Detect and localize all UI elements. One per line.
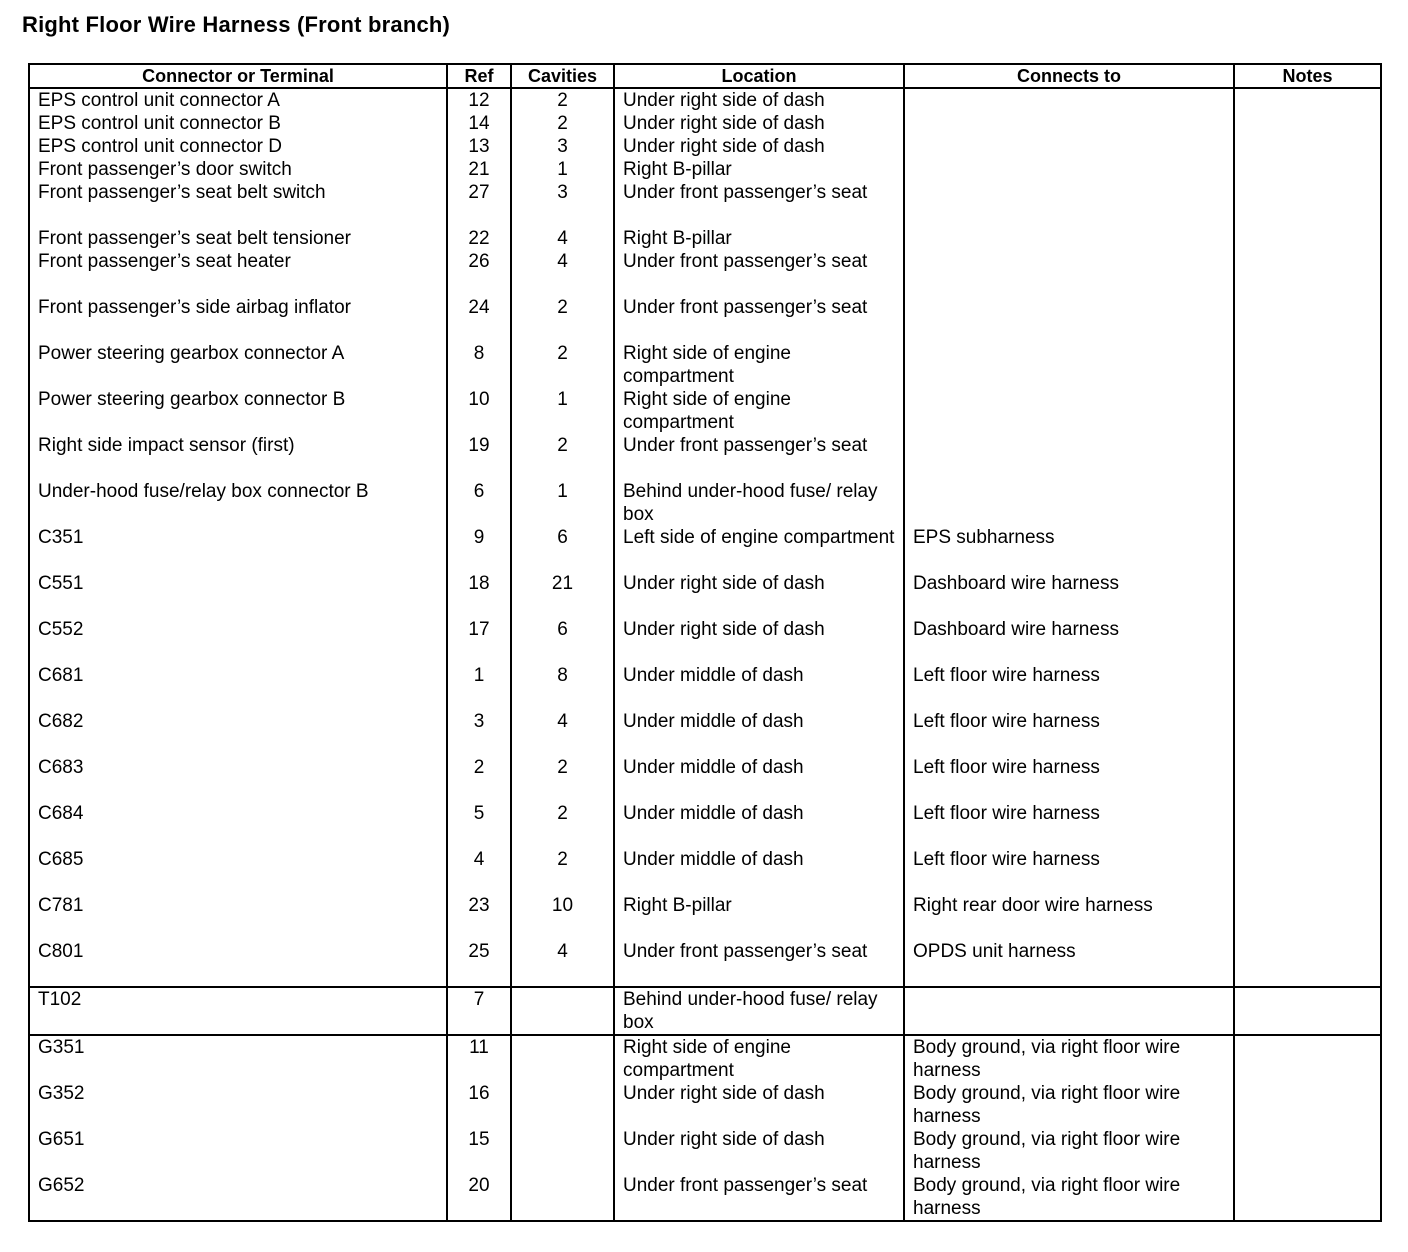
cell-location: Under front passenger’s seat [614, 1174, 904, 1221]
table-header-row [29, 64, 1381, 88]
cell-connects-to [904, 88, 1234, 112]
table-row [29, 710, 1381, 756]
cell-notes [1234, 1035, 1381, 1082]
table-row [29, 227, 1381, 250]
cell-notes [1234, 572, 1381, 618]
cell-connector: C801 [29, 940, 447, 987]
table-row [29, 158, 1381, 181]
cell-cavities: 2 [511, 756, 614, 802]
table-row [29, 1035, 1381, 1082]
cell-notes [1234, 88, 1381, 112]
cell-connects-to: Body ground, via right floor wire harness [904, 1174, 1234, 1221]
cell-location: Under front passenger’s seat [614, 434, 904, 480]
cell-cavities: 21 [511, 572, 614, 618]
cell-ref: 25 [447, 940, 511, 987]
cell-cavities: 10 [511, 894, 614, 940]
cell-notes [1234, 480, 1381, 526]
cell-connector: Front passenger’s door switch [29, 158, 447, 181]
cell-connects-to: Left floor wire harness [904, 848, 1234, 894]
cell-cavities: 4 [511, 250, 614, 296]
table-row [29, 526, 1381, 572]
cell-cavities: 1 [511, 158, 614, 181]
cell-connector: Front passenger’s seat belt switch [29, 181, 447, 227]
cell-ref: 24 [447, 296, 511, 342]
header-connector: Connector or Terminal [29, 64, 447, 88]
cell-connects-to [904, 181, 1234, 227]
cell-cavities: 8 [511, 664, 614, 710]
table-row [29, 135, 1381, 158]
cell-connector: T102 [29, 987, 447, 1035]
cell-connects-to [904, 987, 1234, 1035]
cell-connector: EPS control unit connector B [29, 112, 447, 135]
cell-ref: 4 [447, 848, 511, 894]
cell-cavities: 6 [511, 526, 614, 572]
table-row [29, 618, 1381, 664]
cell-connects-to: Left floor wire harness [904, 664, 1234, 710]
cell-cavities: 3 [511, 135, 614, 158]
cell-connector: G352 [29, 1082, 447, 1128]
cell-cavities: 2 [511, 112, 614, 135]
cell-notes [1234, 227, 1381, 250]
cell-connector: C683 [29, 756, 447, 802]
cell-ref: 17 [447, 618, 511, 664]
cell-ref: 14 [447, 112, 511, 135]
cell-cavities [511, 987, 614, 1035]
cell-notes [1234, 756, 1381, 802]
cell-cavities: 2 [511, 434, 614, 480]
table-row [29, 802, 1381, 848]
cell-notes [1234, 388, 1381, 434]
cell-connector: C351 [29, 526, 447, 572]
cell-cavities [511, 1082, 614, 1128]
cell-connector: C552 [29, 618, 447, 664]
cell-location: Right side of engine compartment [614, 1035, 904, 1082]
cell-ref: 26 [447, 250, 511, 296]
cell-connects-to [904, 480, 1234, 526]
cell-cavities [511, 1174, 614, 1221]
cell-location: Under right side of dash [614, 572, 904, 618]
cell-notes [1234, 296, 1381, 342]
cell-ref: 6 [447, 480, 511, 526]
cell-cavities: 1 [511, 480, 614, 526]
cell-location: Under right side of dash [614, 618, 904, 664]
header-notes: Notes [1234, 64, 1381, 88]
cell-location: Under middle of dash [614, 664, 904, 710]
cell-location: Behind under-hood fuse/ relay box [614, 987, 904, 1035]
cell-connects-to [904, 296, 1234, 342]
cell-notes [1234, 158, 1381, 181]
cell-connects-to: Left floor wire harness [904, 756, 1234, 802]
cell-cavities: 1 [511, 388, 614, 434]
page-title: Right Floor Wire Harness (Front branch) [22, 12, 451, 37]
cell-connector: C685 [29, 848, 447, 894]
header-ref: Ref [447, 64, 511, 88]
cell-location: Under middle of dash [614, 710, 904, 756]
cell-ref: 12 [447, 88, 511, 112]
cell-connects-to: Body ground, via right floor wire harness [904, 1082, 1234, 1128]
cell-connects-to [904, 135, 1234, 158]
cell-connector: G651 [29, 1128, 447, 1174]
cell-notes [1234, 710, 1381, 756]
table-row [29, 756, 1381, 802]
cell-connector: Right side impact sensor (first) [29, 434, 447, 480]
cell-connects-to: Body ground, via right floor wire harness [904, 1128, 1234, 1174]
cell-ref: 9 [447, 526, 511, 572]
cell-location: Right side of engine compartment [614, 388, 904, 434]
cell-connector: C682 [29, 710, 447, 756]
cell-connects-to [904, 112, 1234, 135]
cell-location: Under middle of dash [614, 802, 904, 848]
cell-notes [1234, 664, 1381, 710]
cell-cavities: 2 [511, 802, 614, 848]
cell-location: Under middle of dash [614, 848, 904, 894]
table-row [29, 181, 1381, 227]
cell-location: Under right side of dash [614, 1082, 904, 1128]
cell-connects-to [904, 250, 1234, 296]
cell-connector: C681 [29, 664, 447, 710]
table-row [29, 112, 1381, 135]
table-row [29, 987, 1381, 1035]
cell-cavities [511, 1128, 614, 1174]
cell-notes [1234, 1174, 1381, 1221]
harness-table [28, 63, 1382, 1222]
cell-notes [1234, 135, 1381, 158]
cell-connector: C684 [29, 802, 447, 848]
table-row [29, 664, 1381, 710]
cell-location: Right B-pillar [614, 894, 904, 940]
cell-connector: Under-hood fuse/relay box connector B [29, 480, 447, 526]
cell-connector: Front passenger’s side airbag inflator [29, 296, 447, 342]
cell-location: Under front passenger’s seat [614, 250, 904, 296]
cell-connects-to: Right rear door wire harness [904, 894, 1234, 940]
cell-notes [1234, 894, 1381, 940]
cell-cavities: 2 [511, 88, 614, 112]
header-location: Location [614, 64, 904, 88]
cell-connects-to [904, 158, 1234, 181]
cell-notes [1234, 987, 1381, 1035]
cell-connector: C551 [29, 572, 447, 618]
cell-connector: EPS control unit connector D [29, 135, 447, 158]
table-row [29, 894, 1381, 940]
table-row [29, 250, 1381, 296]
table-row [29, 1128, 1381, 1174]
cell-cavities: 4 [511, 710, 614, 756]
cell-ref: 10 [447, 388, 511, 434]
cell-notes [1234, 526, 1381, 572]
cell-notes [1234, 342, 1381, 388]
cell-location: Under right side of dash [614, 112, 904, 135]
cell-ref: 7 [447, 987, 511, 1035]
cell-connects-to [904, 388, 1234, 434]
cell-ref: 8 [447, 342, 511, 388]
cell-connector: Power steering gearbox connector B [29, 388, 447, 434]
cell-notes [1234, 181, 1381, 227]
cell-ref: 2 [447, 756, 511, 802]
cell-connects-to: Dashboard wire harness [904, 618, 1234, 664]
cell-notes [1234, 618, 1381, 664]
cell-location: Left side of engine compartment [614, 526, 904, 572]
cell-notes [1234, 434, 1381, 480]
cell-ref: 27 [447, 181, 511, 227]
cell-connects-to: Left floor wire harness [904, 802, 1234, 848]
cell-location: Right B-pillar [614, 158, 904, 181]
cell-cavities: 6 [511, 618, 614, 664]
cell-notes [1234, 940, 1381, 987]
cell-ref: 13 [447, 135, 511, 158]
cell-location: Under right side of dash [614, 135, 904, 158]
cell-cavities [511, 1035, 614, 1082]
cell-cavities: 4 [511, 940, 614, 987]
table-row [29, 296, 1381, 342]
cell-connector: EPS control unit connector A [29, 88, 447, 112]
cell-ref: 22 [447, 227, 511, 250]
cell-connector: Front passenger’s seat heater [29, 250, 447, 296]
cell-ref: 21 [447, 158, 511, 181]
cell-connects-to: Body ground, via right floor wire harness [904, 1035, 1234, 1082]
header-connects-to: Connects to [904, 64, 1234, 88]
cell-cavities: 2 [511, 848, 614, 894]
table-row [29, 342, 1381, 388]
cell-connects-to: Dashboard wire harness [904, 572, 1234, 618]
table-row [29, 1174, 1381, 1221]
cell-cavities: 2 [511, 342, 614, 388]
cell-ref: 19 [447, 434, 511, 480]
table-row [29, 434, 1381, 480]
cell-notes [1234, 112, 1381, 135]
cell-connector: G652 [29, 1174, 447, 1221]
cell-ref: 3 [447, 710, 511, 756]
cell-ref: 16 [447, 1082, 511, 1128]
cell-location: Under middle of dash [614, 756, 904, 802]
cell-connects-to [904, 342, 1234, 388]
table-row [29, 848, 1381, 894]
cell-location: Under front passenger’s seat [614, 181, 904, 227]
cell-connects-to: OPDS unit harness [904, 940, 1234, 987]
cell-notes [1234, 1128, 1381, 1174]
cell-ref: 11 [447, 1035, 511, 1082]
table-row [29, 388, 1381, 434]
cell-connector: C781 [29, 894, 447, 940]
cell-location: Right B-pillar [614, 227, 904, 250]
header-cavities: Cavities [511, 64, 614, 88]
cell-connects-to [904, 434, 1234, 480]
cell-connector: G351 [29, 1035, 447, 1082]
table-row [29, 1082, 1381, 1128]
cell-cavities: 2 [511, 296, 614, 342]
cell-location: Under front passenger’s seat [614, 296, 904, 342]
cell-ref: 15 [447, 1128, 511, 1174]
table-body [29, 88, 1381, 1221]
cell-notes [1234, 848, 1381, 894]
cell-ref: 20 [447, 1174, 511, 1221]
cell-cavities: 4 [511, 227, 614, 250]
cell-location: Right side of engine compartment [614, 342, 904, 388]
cell-cavities: 3 [511, 181, 614, 227]
cell-connector: Front passenger’s seat belt tensioner [29, 227, 447, 250]
cell-notes [1234, 250, 1381, 296]
cell-connects-to: Left floor wire harness [904, 710, 1234, 756]
cell-location: Behind under-hood fuse/ relay box [614, 480, 904, 526]
table-row [29, 940, 1381, 987]
table-row [29, 88, 1381, 112]
cell-ref: 5 [447, 802, 511, 848]
cell-ref: 1 [447, 664, 511, 710]
cell-connects-to: EPS subharness [904, 526, 1234, 572]
table-row [29, 572, 1381, 618]
table-row [29, 480, 1381, 526]
cell-connects-to [904, 227, 1234, 250]
cell-ref: 23 [447, 894, 511, 940]
cell-location: Under right side of dash [614, 1128, 904, 1174]
cell-connector: Power steering gearbox connector A [29, 342, 447, 388]
cell-notes [1234, 1082, 1381, 1128]
cell-location: Under right side of dash [614, 88, 904, 112]
cell-ref: 18 [447, 572, 511, 618]
cell-location: Under front passenger’s seat [614, 940, 904, 987]
cell-notes [1234, 802, 1381, 848]
